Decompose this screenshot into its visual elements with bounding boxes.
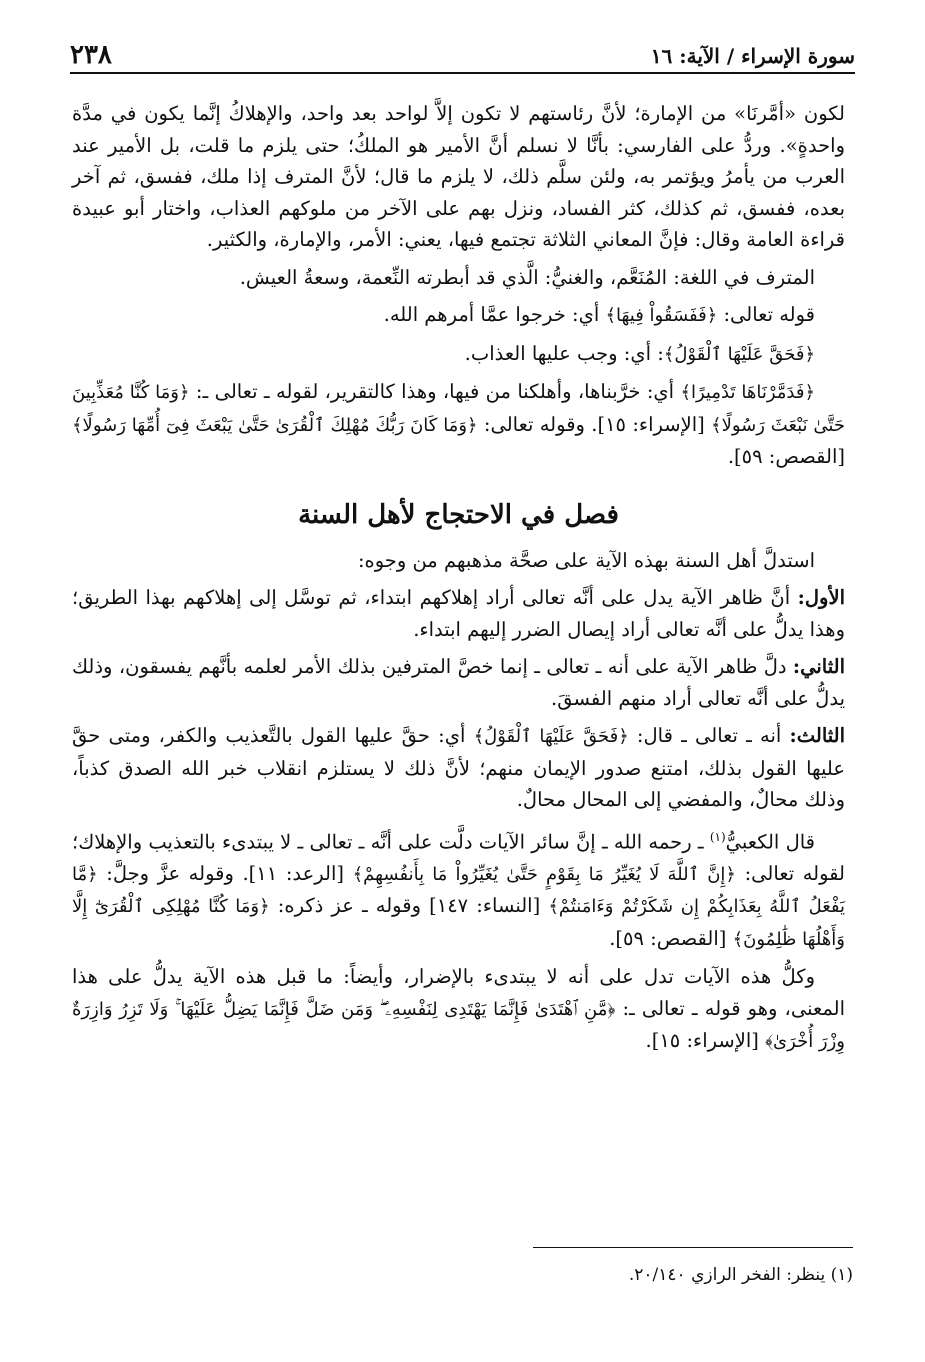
text: أي: حقَّ عليها القول بالتَّعذيب والكفر، ومتى حقَّ عليها القول بذلك، امتنع صدور الإيمان منهم؛ لأنَّ ذلك لا يستلزم انقلاب خبر الله الصدق كذباً، وذلك محالٌ، والمفضي إلى المحال محالٌ.: [72, 724, 845, 811]
quran-verse: ﴿وَمَا كُنَّا مُعَذِّبِينَ حَتَّىٰ نَبْعَثَ رَسُولًا﴾: [72, 382, 845, 436]
quran-verse: ﴿مَّا يَفْعَلُ ٱللَّهُ بِعَذَابِكُمْ إِن شَكَرْتُمْ وَءَامَنتُمْ﴾: [72, 863, 846, 917]
quran-verse: ﴿فَدَمَّرْنَاهَا تَدْمِيرًا﴾: [680, 382, 815, 403]
paragraph-amarna: لكون «أمَّرنَا» من الإمارة؛ لأنَّ رئاستهم لا تكون إلاَّ لواحد بعد واحد، والإهلاكُ إنَّما يكون في مدَّة واحدةٍ». وردُّ على الفارسي: بأنَّا لا نسلم أنَّ الأمير هو الملكُ؛ حتى يلزم ما قلت، بل الأمير عند العرب من يأمرُ ويؤتمر به، ولئن سلَّم ذلك، لا يلزم ما قال؛ لأنَّ المترف إذا ملك، ففسق، ثم آخر بعده، ففسق، ثم كذلك، كثر الفساد، ونزل بهم على الآخر من ملوكهم العذاب، واختار أبو عبيدة قراءة العامة وقال: فإنَّ المعاني الثلاثة تجتمع فيها، يعني: الأمر، والإمارة، والكثير.: [72, 102, 845, 251]
text: أنَّ ظاهر الآية يدل على أنَّه تعالى أراد إهلاكهم ابتداء، ثم توسَّل إلى إهلاكهم بهذا الطريق؛ وهذا يدلُّ على أنَّه تعالى أراد إيصال الضرر إليهم ابتداء.: [72, 586, 845, 641]
point-label: الأول:: [797, 586, 845, 609]
text: [النساء: ١٤٧] وقوله ـ عز ذكره:: [269, 894, 549, 917]
point-label: الثالث:: [789, 724, 846, 747]
page-body: [72, 98, 845, 1064]
section-title: فصل في الاحتجاج لأهل السنة: [298, 499, 619, 530]
text: : أي: وجب عليها العذاب.: [464, 341, 664, 365]
quran-verse: ﴿فَحَقَّ عَلَيْهَا ٱلْقَوْلُ﴾: [473, 726, 629, 747]
running-title: سورة الإسراء / الآية: ١٦: [650, 44, 855, 68]
point-third: [72, 720, 845, 816]
page-number: ٢٣٨: [70, 40, 112, 70]
text: [الإسراء: ١٥].: [645, 1029, 766, 1052]
paragraph-fafasaqu: [72, 299, 845, 332]
text: أي: خرَّبناها، وأهلكنا من فيها، وهذا كالتقرير، لقوله ـ تعالى ـ:: [189, 380, 681, 403]
quran-verse: ﴿وَمَا كُنَّا مُهْلِكِى ٱلْقُرَىٰٓ إِلَّا وَأَهْلُهَا ظَٰلِمُونَ﴾: [72, 896, 845, 950]
quran-verse: ﴿فَفَسَقُواْ فِيهَا﴾: [605, 305, 718, 326]
text: [الإسراء: ١٥]. وقوله تعالى:: [477, 412, 712, 436]
footnote-divider: [533, 1247, 853, 1248]
quran-verse: ﴿وَمَا كَانَ رَبُّكَ مُهْلِكَ ٱلْقُرَىٰ حَتَّىٰ يَبْعَثَ فِىٓ أُمِّهَا رَسُولًا﴾: [72, 414, 478, 436]
text: ـ رحمه الله ـ إنَّ سائر الآيات دلَّت على أنَّه ـ تعالى ـ لا يبتدىء بالتعذيب والإهلاك؛ لقوله تعالى:: [72, 830, 845, 885]
text: [الرعد: ١١]. وقوله عزَّ وجلَّ:: [97, 861, 353, 885]
text: قوله تعالى:: [717, 303, 815, 326]
point-label: الثاني:: [792, 655, 845, 678]
paragraph-fadammarnaha: [72, 376, 845, 473]
text: دلَّ ظاهر الآية على أنه ـ تعالى ـ إنما خصَّ المترفين بذلك الأمر لعلمه بأنَّهم يفسقون، وذلك يدلُّ على أنَّه تعالى أراد منهم الفسقَ.: [72, 655, 845, 710]
paragraph-conclusion: [72, 961, 845, 1058]
text: أنه ـ تعالى ـ قال:: [628, 724, 790, 747]
point-second: [72, 651, 845, 714]
point-first: [72, 582, 845, 645]
text: وكلُّ هذه الآيات تدل على أنه لا يبتدىء بالإضرار، وأيضاً: ما قبل هذه الآية يدلُّ على هذا المعنى، وهو قوله ـ تعالى ـ:: [72, 965, 845, 1020]
quran-verse: ﴿فَحَقَّ عَلَيْهَا ٱلْقَوْلُ﴾: [663, 343, 815, 365]
text: [القصص: ٥٩].: [609, 926, 733, 950]
footnote: (١) ينظر: الفخر الرازي ٢٠/١٤٠.: [628, 1265, 853, 1285]
page-header: [70, 32, 855, 74]
paragraph-fahaqqa: [72, 338, 845, 371]
text: [القصص: ٥٩].: [727, 445, 845, 468]
quran-verse: ﴿إِنَّ ٱللَّهَ لَا يُغَيِّرُ مَا بِقَوْمٍ حَتَّىٰ يُغَيِّرُواْ مَا بِأَنفُسِهِمْ﴾: [352, 863, 736, 885]
section-intro: استدلَّ أهل السنة بهذه الآية على صحَّة مذهبهم من وجوه:: [357, 548, 815, 572]
quran-verse: ﴿مَّنِ ٱهْتَدَىٰ فَإِنَّمَا يَهْتَدِى لِنَفْسِهِۦ ۖ وَمَن ضَلَّ فَإِنَّمَا يَضِلُّ عَلَيْهَا ۚ وَلَا تَزِرُ وَازِرَةٌ وِزْرَ أُخْرَىٰ﴾: [72, 998, 845, 1052]
paragraph-mutraf: المترف في اللغة: المُنَعَّم، والغنيُّ: الَّذي قد أبطرته النِّعمة، وسعةُ العيش.: [239, 265, 815, 289]
footnote-ref[interactable]: (١): [709, 829, 726, 844]
text: قال الكعبيُّ: [725, 830, 816, 853]
paragraph-kaabi: [72, 822, 845, 956]
text: أي: خرجوا عمَّا أمرهم الله.: [383, 303, 606, 326]
